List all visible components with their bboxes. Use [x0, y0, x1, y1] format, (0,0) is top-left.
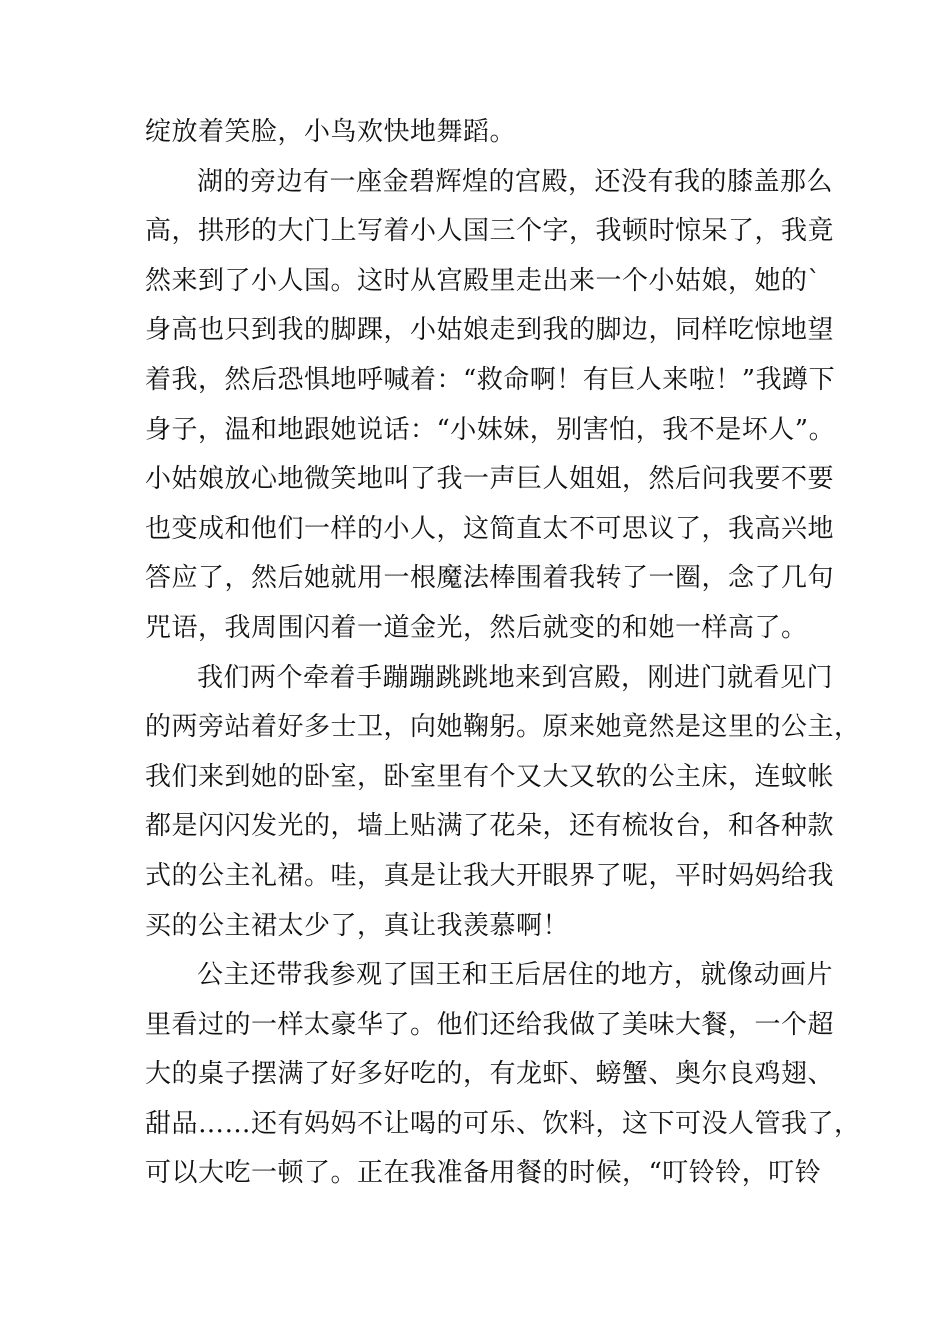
text-line: 绽放着笑脸，小鸟欢快地舞蹈。: [145, 117, 517, 147]
text-line: 也变成和他们一样的小人，这简直太不可思议了，我高兴地: [145, 513, 835, 544]
text-line: 买的公主裙太少了，真让我羡慕啊！: [145, 910, 570, 941]
text-line: 可以大吃一顿了。正在我准备用餐的时候，“叮铃铃，叮铃: [145, 1158, 822, 1189]
text-line: 公主还带我参观了国王和王后居住的地方，就像动画片: [197, 960, 834, 991]
text-line: 都是闪闪发光的，墙上贴满了花朵，还有梳妆台，和各种款: [145, 811, 835, 842]
text-line: 答应了，然后她就用一根魔法棒围着我转了一圈，念了几句: [145, 563, 835, 594]
text-line: 湖的旁边有一座金碧辉煌的宫殿，还没有我的膝盖那么: [197, 166, 834, 197]
text-line: 着我，然后恐惧地呼喊着：“救命啊！有巨人来啦！”我蹲下: [145, 364, 836, 395]
text-line: 甜品……还有妈妈不让喝的可乐、饮料，这下可没人管我了，: [145, 1108, 861, 1139]
text-line: 咒语，我周围闪着一道金光，然后就变的和她一样高了。: [145, 612, 808, 643]
text-line: 小姑娘放心地微笑地叫了我一声巨人姐姐，然后问我要不要: [145, 464, 835, 495]
text-line: 里看过的一样太豪华了。他们还给我做了美味大餐，一个超: [145, 1009, 835, 1040]
text-line: 然来到了小人国。这时从宫殿里走出来一个小姑娘，她的`: [145, 265, 822, 296]
text-line: 我们来到她的卧室，卧室里有个又大又软的公主床，连蚊帐: [145, 761, 835, 792]
text-line: 身子，温和地跟她说话：“小妹妹，别害怕，我不是坏人”。: [145, 414, 836, 445]
text-line: 我们两个牵着手蹦蹦跳跳地来到宫殿，刚进门就看见门: [197, 662, 834, 693]
story-text: [145, 108, 861, 1199]
text-line: 式的公主礼裙。哇，真是让我大开眼界了呢，平时妈妈给我: [145, 860, 835, 891]
text-line: 大的桌子摆满了好多好吃的，有龙虾、螃蟹、奥尔良鸡翅、: [145, 1059, 835, 1090]
text-line: 高，拱形的大门上写着小人国三个字，我顿时惊呆了，我竟: [145, 216, 835, 247]
text-line: 身高也只到我的脚踝，小姑娘走到我的脚边，同样吃惊地望: [145, 315, 835, 346]
text-line: 的两旁站着好多士卫，向她鞠躬。原来她竟然是这里的公主，: [145, 712, 861, 743]
